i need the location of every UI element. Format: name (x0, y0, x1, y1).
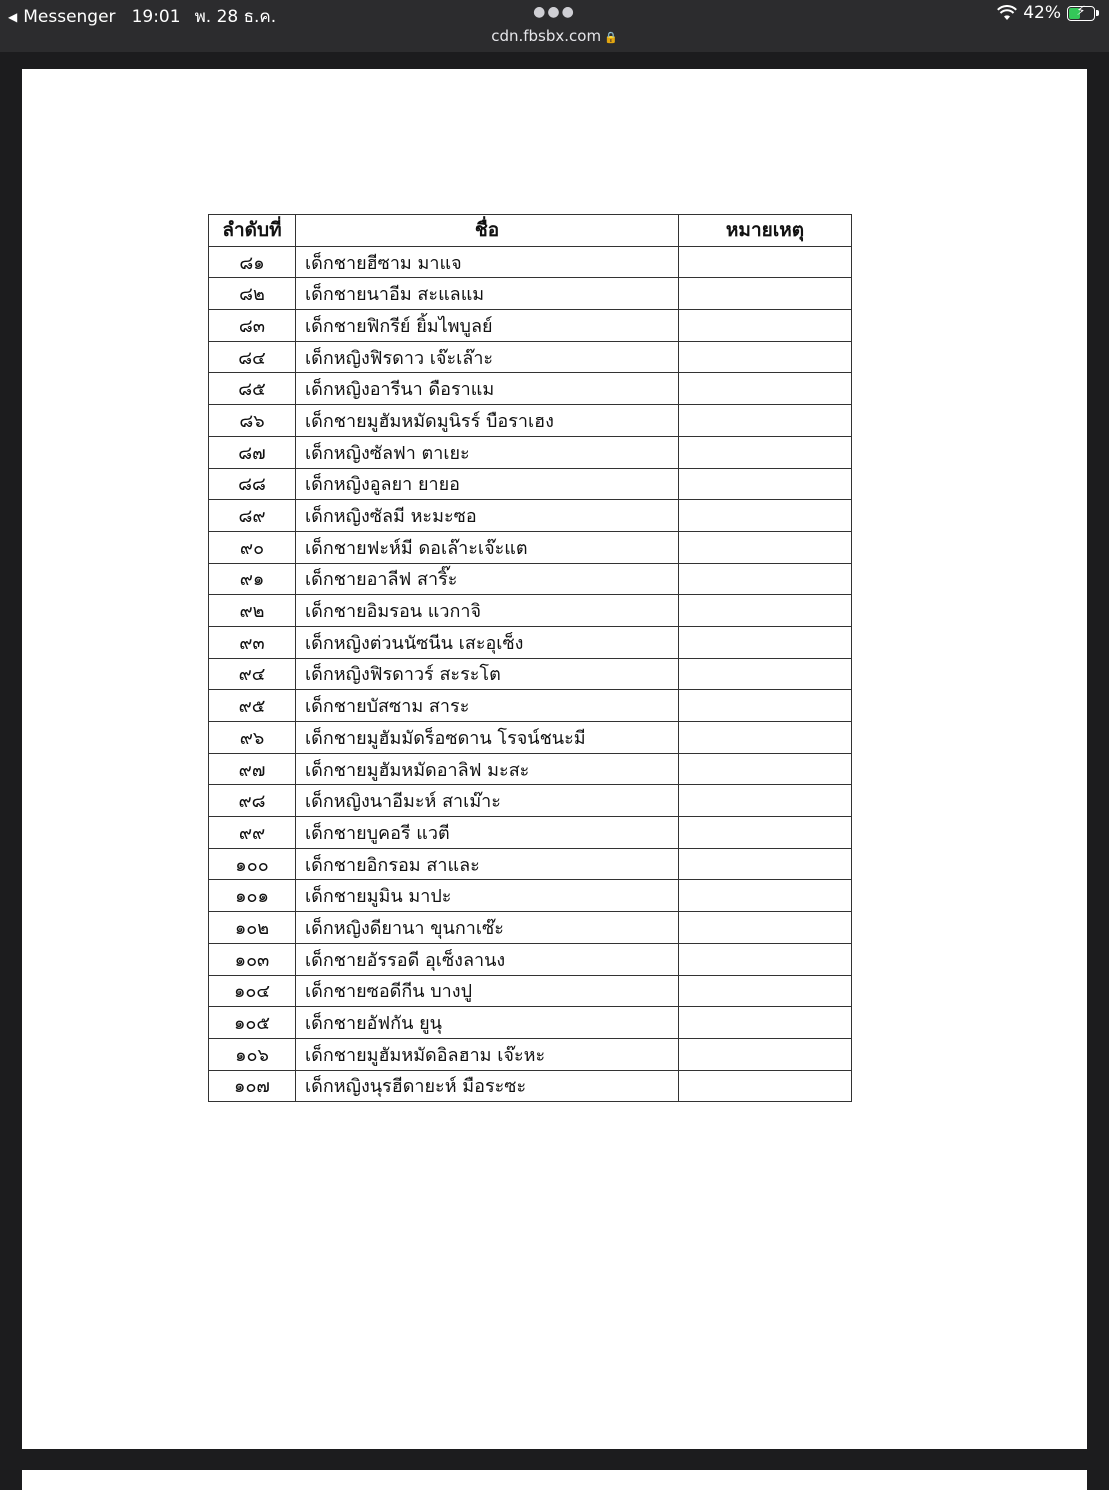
row-note (679, 722, 852, 754)
row-note (679, 341, 852, 373)
table-row (209, 785, 852, 817)
row-note (679, 943, 852, 975)
row-number: ๑๐๑ (209, 880, 296, 912)
table-row (209, 310, 852, 342)
row-number: ๑๐๔ (209, 975, 296, 1007)
table-row (209, 373, 852, 405)
table-row (209, 436, 852, 468)
table-row (209, 531, 852, 563)
row-number: ๑๐๗ (209, 1070, 296, 1102)
back-app-link[interactable]: Messenger (23, 6, 116, 27)
row-name: เด็กชายมูมิน มาปะ (296, 880, 679, 912)
row-note (679, 468, 852, 500)
student-table (208, 214, 852, 1102)
table-row (209, 405, 852, 437)
table-body (209, 246, 852, 1102)
row-name: เด็กหญิงนาอีมะห์ สาเม๊าะ (296, 785, 679, 817)
row-number: ๘๙ (209, 500, 296, 532)
table-row (209, 912, 852, 944)
table-row (209, 468, 852, 500)
table-row (209, 246, 852, 278)
header-number: ลำดับที่ (209, 215, 296, 247)
row-name: เด็กชายมูฮัมหมัดมูนิรร์ บือราเฮง (296, 405, 679, 437)
row-name: เด็กชายอัฟกัน ยูนุ (296, 1007, 679, 1039)
row-note (679, 405, 852, 437)
row-note (679, 563, 852, 595)
row-number: ๘๖ (209, 405, 296, 437)
document-page (22, 69, 1087, 1449)
row-note (679, 1038, 852, 1070)
row-note (679, 690, 852, 722)
table-row (209, 500, 852, 532)
table-row (209, 722, 852, 754)
row-note (679, 658, 852, 690)
row-note (679, 785, 852, 817)
table-row (209, 626, 852, 658)
row-note (679, 310, 852, 342)
row-note (679, 500, 852, 532)
row-name: เด็กหญิงต่วนนัซนีน เสะอุเซ็ง (296, 626, 679, 658)
row-note (679, 753, 852, 785)
table-row (209, 848, 852, 880)
row-number: ๘๑ (209, 246, 296, 278)
table-row (209, 563, 852, 595)
row-note (679, 278, 852, 310)
row-name: เด็กหญิงอูลยา ยายอ (296, 468, 679, 500)
table-row (209, 880, 852, 912)
status-bar (0, 0, 1109, 52)
row-note (679, 626, 852, 658)
lock-icon: 🔒 (604, 31, 618, 44)
row-number: ๑๐๓ (209, 943, 296, 975)
row-number: ๘๔ (209, 341, 296, 373)
row-number: ๑๐๕ (209, 1007, 296, 1039)
row-number: ๑๐๖ (209, 1038, 296, 1070)
row-note (679, 1007, 852, 1039)
table-row (209, 975, 852, 1007)
row-name: เด็กชายมูฮัมหมัดอาลิฟ มะสะ (296, 753, 679, 785)
row-note (679, 246, 852, 278)
header-note: หมายเหตุ (679, 215, 852, 247)
table-row (209, 341, 852, 373)
row-name: เด็กชายอาลีฟ สาริ๊ะ (296, 563, 679, 595)
row-number: ๙๕ (209, 690, 296, 722)
table-row (209, 1070, 852, 1102)
table-row (209, 753, 852, 785)
row-number: ๙๙ (209, 817, 296, 849)
row-note (679, 912, 852, 944)
row-number: ๘๒ (209, 278, 296, 310)
row-number: ๙๖ (209, 722, 296, 754)
row-name: เด็กชายอิมรอน แวกาจิ (296, 595, 679, 627)
wifi-icon (997, 5, 1017, 21)
row-name: เด็กหญิงซัลมี หะมะซอ (296, 500, 679, 532)
row-name: เด็กชายอิกรอม สาและ (296, 848, 679, 880)
url-text: cdn.fbsbx.com (491, 27, 602, 45)
row-number: ๘๕ (209, 373, 296, 405)
next-page-edge (22, 1470, 1087, 1490)
row-name: เด็กชายอัรรอดี อุเซ็งลานง (296, 943, 679, 975)
row-name: เด็กหญิงดียานา ขุนกาเซ๊ะ (296, 912, 679, 944)
row-note (679, 880, 852, 912)
row-number: ๙๘ (209, 785, 296, 817)
row-number: ๘๗ (209, 436, 296, 468)
row-note (679, 595, 852, 627)
table-row (209, 690, 852, 722)
header-name: ชื่อ (296, 215, 679, 247)
row-name: เด็กหญิงฟิรดาวร์ สะระโต (296, 658, 679, 690)
status-time: 19:01 (131, 6, 181, 27)
row-note (679, 373, 852, 405)
row-number: ๑๐๒ (209, 912, 296, 944)
row-number: ๙๐ (209, 531, 296, 563)
row-name: เด็กชายฟิกรีย์ ยิ้มไพบูลย์ (296, 310, 679, 342)
row-note (679, 1070, 852, 1102)
row-name: เด็กหญิงอารีนา ดือราแม (296, 373, 679, 405)
row-note (679, 817, 852, 849)
status-right (997, 3, 1099, 23)
table-row (209, 1038, 852, 1070)
row-name: เด็กชายฟะห์มี ดอเล๊าะเจ๊ะแต (296, 531, 679, 563)
more-dots-icon[interactable]: ●●● (533, 4, 576, 20)
row-name: เด็กหญิงนุรฮีดายะห์ มือระซะ (296, 1070, 679, 1102)
row-note (679, 975, 852, 1007)
row-name: เด็กชายซอดีกีน บางปู (296, 975, 679, 1007)
row-number: ๑๐๐ (209, 848, 296, 880)
table-header-row (209, 215, 852, 247)
table-row (209, 658, 852, 690)
row-note (679, 531, 852, 563)
row-note (679, 848, 852, 880)
status-date: พ. 28 ธ.ค. (194, 7, 277, 27)
table-row (209, 943, 852, 975)
row-number: ๙๔ (209, 658, 296, 690)
row-name: เด็กชายนาอีม สะแลแม (296, 278, 679, 310)
row-number: ๙๒ (209, 595, 296, 627)
row-name: เด็กชายบูคอรี แวตี (296, 817, 679, 849)
table-row (209, 278, 852, 310)
row-name: เด็กหญิงฟิรดาว เจ๊ะเล๊าะ (296, 341, 679, 373)
row-number: ๙๑ (209, 563, 296, 595)
battery-icon (1067, 3, 1095, 21)
row-name: เด็กชายบัสซาม สาระ (296, 690, 679, 722)
table-row (209, 595, 852, 627)
row-number: ๘๘ (209, 468, 296, 500)
row-note (679, 436, 852, 468)
row-number: ๙๓ (209, 626, 296, 658)
row-name: เด็กชายมูฮัมมัดร็อซดาน โรจน์ชนะมี (296, 722, 679, 754)
charging-bolt-icon: ⚡ (1076, 3, 1086, 19)
row-number: ๘๓ (209, 310, 296, 342)
row-name: เด็กชายมูฮัมหมัดอิลฮาม เจ๊ะหะ (296, 1038, 679, 1070)
row-name: เด็กหญิงซัลฟา ตาเยะ (296, 436, 679, 468)
table-row (209, 1007, 852, 1039)
row-number: ๙๗ (209, 753, 296, 785)
battery-tip (1096, 10, 1099, 16)
back-arrow-icon[interactable]: ◀ (8, 9, 18, 24)
url-bar[interactable] (0, 27, 1109, 45)
battery-percent: 42% (1023, 3, 1061, 23)
row-name: เด็กชายฮีซาม มาแจ (296, 246, 679, 278)
table-row (209, 817, 852, 849)
